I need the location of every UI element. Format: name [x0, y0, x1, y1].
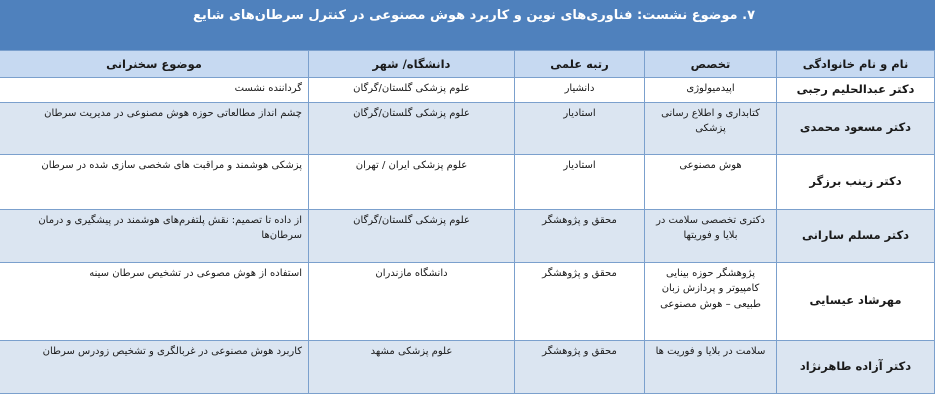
- cell-topic: گرداننده نشست: [0, 78, 309, 103]
- cell-name: دکتر مسعود محمدی: [777, 102, 935, 154]
- cell-topic: چشم انداز مطالعاتی حوزه هوش مصنوعی در مدیریت سرطان: [0, 102, 309, 154]
- header-specialty: تخصص: [645, 51, 777, 78]
- table-row: [0, 102, 935, 154]
- cell-rank: دانشیار: [515, 78, 645, 103]
- cell-topic: پزشکی هوشمند و مراقبت های شخصی سازی شده در سرطان: [0, 154, 309, 209]
- cell-rank: محقق و پژوهشگر: [515, 262, 645, 340]
- cell-name: دکتر عبدالحلیم رجبی: [777, 78, 935, 103]
- cell-university: علوم پزشکی ایران / تهران: [309, 154, 515, 209]
- cell-university: دانشگاه مازندران: [309, 262, 515, 340]
- table-header-row: [0, 51, 935, 78]
- cell-university: علوم پزشکی گلستان/گرگان: [309, 102, 515, 154]
- table-row: [0, 154, 935, 209]
- cell-rank: استادیار: [515, 154, 645, 209]
- cell-specialty: هوش مصنوعی: [645, 154, 777, 209]
- cell-specialty: سلامت در بلایا و فوریت ها: [645, 340, 777, 393]
- table-row: [0, 340, 935, 393]
- cell-specialty: پژوهشگر حوزه بینایی کامپیوتر و پردازش زبان طبیعی – هوش مصنوعی: [645, 262, 777, 340]
- table-row: [0, 78, 935, 103]
- cell-rank: استادیار: [515, 102, 645, 154]
- cell-name: مهرشاد عیسایی: [777, 262, 935, 340]
- cell-rank: محقق و پژوهشگر: [515, 340, 645, 393]
- cell-topic: از داده تا تصمیم: نقش پلتفرم‌های هوشمند در پیشگیری و درمان سرطان‌ها: [0, 209, 309, 262]
- header-name: نام و نام خانوادگی: [777, 51, 935, 78]
- cell-rank: محقق و پژوهشگر: [515, 209, 645, 262]
- speakers-table: [0, 50, 935, 394]
- header-university: دانشگاه/ شهر: [309, 51, 515, 78]
- cell-name: دکتر آزاده طاهرنژاد: [777, 340, 935, 393]
- header-topic: موضوع سخنرانی: [0, 51, 309, 78]
- section-title: ۷. موضوع نشست: فناوری‌های نوین و کاربرد هوش مصنوعی در کنترل سرطان‌های شایع: [0, 0, 935, 50]
- table-row: [0, 262, 935, 340]
- cell-topic: استفاده از هوش مصوعی در تشخیص سرطان سینه: [0, 262, 309, 340]
- cell-university: علوم پزشکی گلستان/گرگان: [309, 78, 515, 103]
- table-row: [0, 209, 935, 262]
- header-rank: رتبه علمی: [515, 51, 645, 78]
- cell-specialty: کتابداری و اطلاع رسانی پزشکی: [645, 102, 777, 154]
- cell-university: علوم پزشکی مشهد: [309, 340, 515, 393]
- cell-specialty: دکتری تخصصی سلامت در بلایا و فوریتها: [645, 209, 777, 262]
- cell-name: دکتر زینب برزگر: [777, 154, 935, 209]
- cell-specialty: اپیدمیولوژی: [645, 78, 777, 103]
- cell-university: علوم پزشکی گلستان/گرگان: [309, 209, 515, 262]
- cell-name: دکتر مسلم سارانی: [777, 209, 935, 262]
- cell-topic: کاربرد هوش مصنوعی در غربالگری و تشخیص زودرس سرطان: [0, 340, 309, 393]
